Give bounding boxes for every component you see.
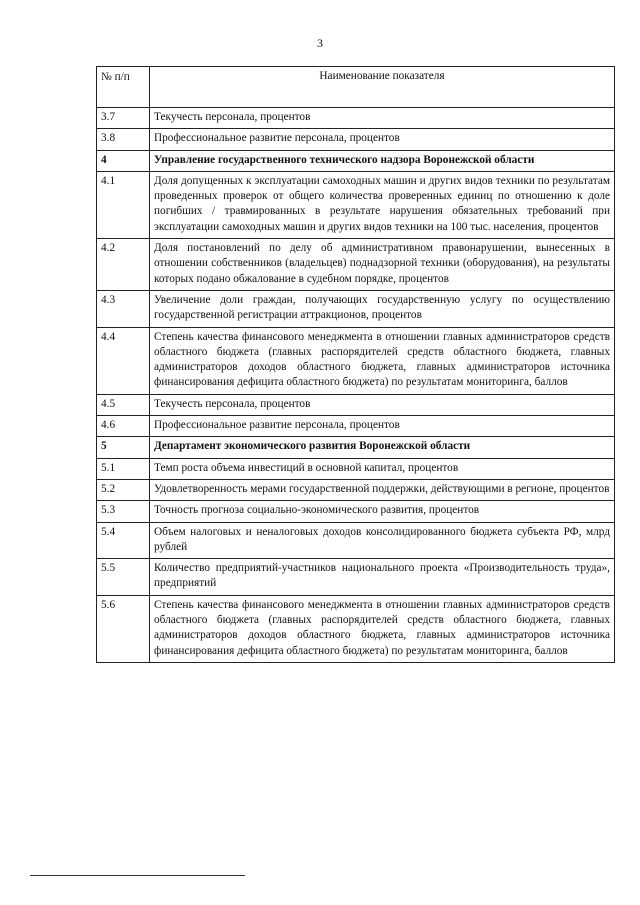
table-row (97, 479, 615, 500)
table-row (97, 458, 615, 479)
table-row (97, 394, 615, 415)
row-number: 4.5 (97, 394, 150, 415)
indicator-name: Профессиональное развитие персонала, процентов (150, 416, 615, 437)
table-row (97, 239, 615, 291)
row-number: 5.5 (97, 559, 150, 596)
row-number: 4.3 (97, 290, 150, 327)
section-title: Управление государственного технического надзора Воронежской области (150, 150, 615, 171)
table-row (97, 522, 615, 559)
row-number: 4.4 (97, 327, 150, 394)
indicator-name: Доля постановлений по делу об административном правонарушении, вынесенных в отношении собственников (владельцев) поднадзорной техники (оборудования), на результаты которых подано обжалование в судебном порядке, процентов (150, 239, 615, 291)
indicator-name: Профессиональное развитие персонала, процентов (150, 129, 615, 150)
column-header-number: № п/п (97, 67, 150, 108)
row-number: 5 (97, 437, 150, 458)
table-row (97, 290, 615, 327)
indicator-name: Увеличение доли граждан, получающих государственную услугу по осуществлению государственной регистрации аттракционов, процентов (150, 290, 615, 327)
indicator-name: Количество предприятий-участников национального проекта «Производительность труда», предприятий (150, 559, 615, 596)
section-title: Департамент экономического развития Воронежской области (150, 437, 615, 458)
indicator-name: Степень качества финансового менеджмента в отношении главных администраторов средств областного бюджета (главных распорядителей средств областного бюджета, главных администраторов доходов областного бюджета, главных администраторов источника финансирования дефицита областного бюджета) по результатам мониторинга, баллов (150, 595, 615, 662)
indicators-table (96, 66, 615, 663)
row-number: 3.7 (97, 108, 150, 129)
indicator-name: Объем налоговых и неналоговых доходов консолидированного бюджета субъекта РФ, млрд рублей (150, 522, 615, 559)
row-number: 5.6 (97, 595, 150, 662)
row-number: 5.2 (97, 479, 150, 500)
row-number: 3.8 (97, 129, 150, 150)
indicator-name: Удовлетворенность мерами государственной поддержки, действующими в регионе, процентов (150, 479, 615, 500)
table-header-row (97, 67, 615, 108)
table-row (97, 595, 615, 662)
table-row (97, 171, 615, 238)
table-row (97, 129, 615, 150)
column-header-name: Наименование показателя (150, 67, 615, 108)
footnote-divider (30, 875, 245, 876)
section-row (97, 150, 615, 171)
indicator-name: Доля допущенных к эксплуатации самоходных машин и других видов техники по результатам проведенных проверок от общего количества проверенных единиц по отношению к доле погибших / травмированных в результате нарушения обязательных требований при эксплуатации самоходных машин и других видов техники на 100 тыс. населения, процентов (150, 171, 615, 238)
table-body (97, 108, 615, 663)
row-number: 4 (97, 150, 150, 171)
row-number: 4.1 (97, 171, 150, 238)
indicator-name: Текучесть персонала, процентов (150, 108, 615, 129)
indicator-name: Текучесть персонала, процентов (150, 394, 615, 415)
row-number: 5.1 (97, 458, 150, 479)
row-number: 4.2 (97, 239, 150, 291)
indicator-name: Степень качества финансового менеджмента в отношении главных администраторов средств областного бюджета (главных распорядителей средств областного бюджета, главных администраторов доходов областного бюджета, главных администраторов источника финансирования дефицита областного бюджета) по результатам мониторинга, баллов (150, 327, 615, 394)
table-row (97, 501, 615, 522)
indicator-name: Темп роста объема инвестиций в основной капитал, процентов (150, 458, 615, 479)
row-number: 5.3 (97, 501, 150, 522)
table-row (97, 559, 615, 596)
section-row (97, 437, 615, 458)
row-number: 5.4 (97, 522, 150, 559)
table-row (97, 108, 615, 129)
row-number: 4.6 (97, 416, 150, 437)
page-number: 3 (317, 36, 323, 50)
indicator-name: Точность прогноза социально-экономического развития, процентов (150, 501, 615, 522)
table-row (97, 327, 615, 394)
table-row (97, 416, 615, 437)
